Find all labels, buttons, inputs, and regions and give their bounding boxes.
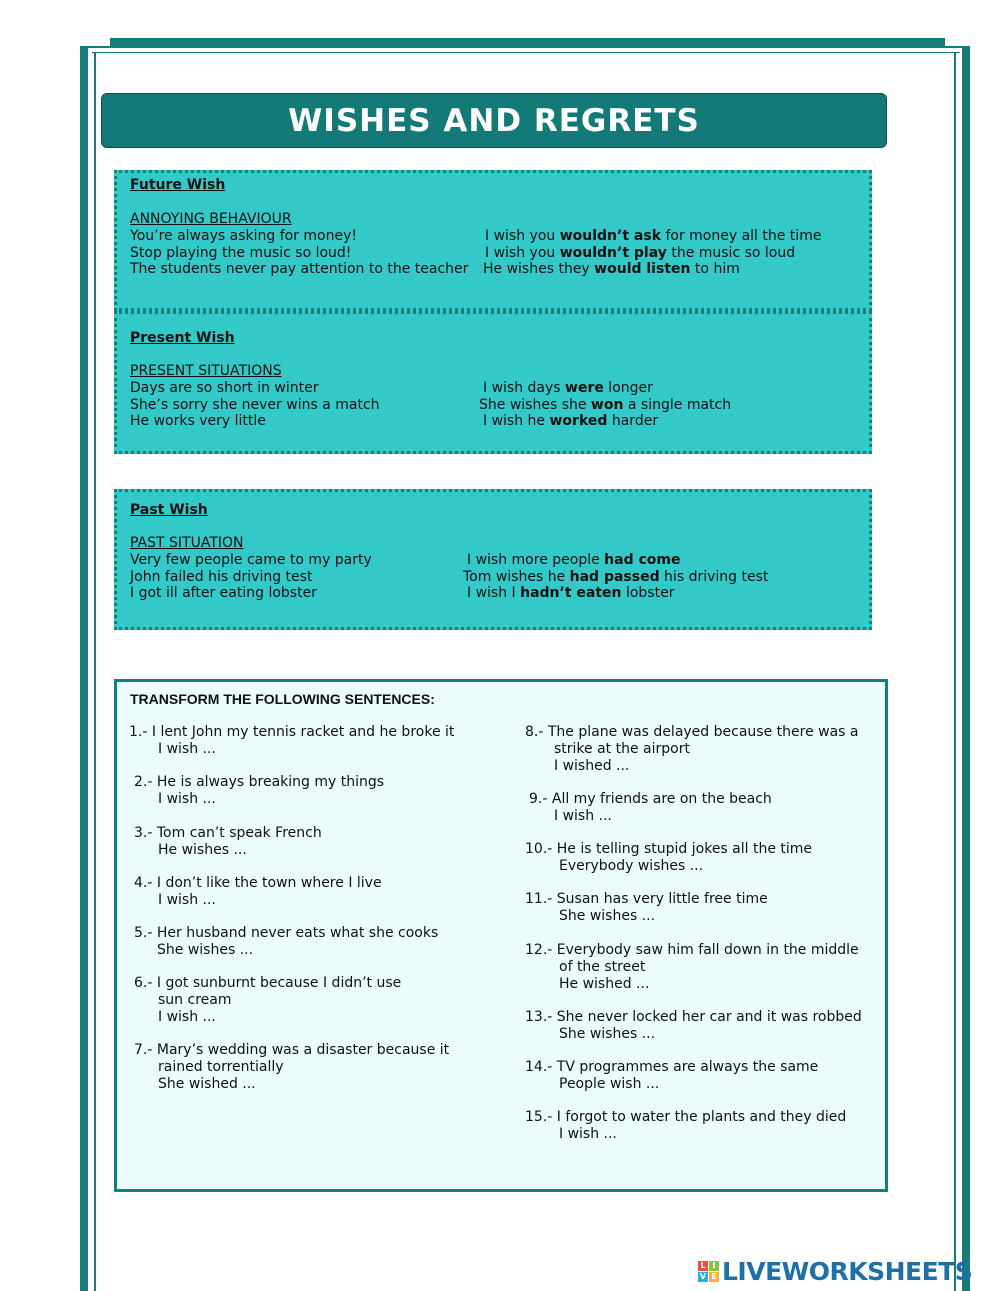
situation-text: Very few people came to my party (130, 552, 372, 568)
frame-border-right (962, 46, 970, 1291)
future-wish-subheading: ANNOYING BEHAVIOUR (130, 211, 292, 227)
situation-text: He works very little (130, 413, 266, 429)
wish-text: I wish you wouldn’t play the music so loud (485, 245, 796, 261)
situation-text: You’re always asking for money! (130, 228, 357, 244)
exercise-title: TRANSFORM THE FOLLOWING SENTENCES: (130, 691, 435, 707)
situation-text: John failed his driving test (130, 569, 313, 585)
exercise-item-6: 6.- I got sunburnt because I didn’t use sun cream I wish ... (134, 975, 402, 1025)
future-wish-box (114, 170, 872, 311)
situation-text: Days are so short in winter (130, 380, 319, 396)
logo-blocks-icon: L I V E (698, 1261, 719, 1282)
future-row (130, 261, 869, 278)
situation-text: I got ill after eating lobster (130, 585, 317, 601)
frame-border-right-inner (954, 52, 956, 1291)
exercise-item-14: 14.- TV programmes are always the same People wish ... (525, 1059, 819, 1092)
wish-text: I wish he worked harder (483, 413, 659, 429)
frame-border-left (80, 46, 88, 1291)
wish-text: I wish days were longer (483, 380, 653, 396)
page-title: WISHES AND REGRETS (288, 102, 700, 139)
wish-text: He wishes they would listen to him (483, 261, 740, 277)
present-row (130, 397, 869, 414)
future-wish-heading: Future Wish (130, 177, 226, 193)
present-row (130, 413, 869, 430)
situation-text: Stop playing the music so loud! (130, 245, 352, 261)
present-wish-box (114, 311, 872, 454)
logo-text: LIVEWORKSHEETS (722, 1256, 973, 1286)
exercise-item-4: 4.- I don’t like the town where I live I wish ... (134, 875, 382, 908)
frame-border-top (110, 38, 945, 46)
frame-border-top-inner (86, 46, 966, 48)
past-wish-heading: Past Wish (130, 502, 208, 518)
wish-text: I wish more people had come (467, 552, 681, 568)
frame-border-left-inner (94, 52, 96, 1291)
title-banner (101, 93, 887, 148)
future-row (130, 228, 869, 245)
exercise-item-2: 2.- He is always breaking my things I wish ... (134, 774, 385, 807)
exercise-item-7: 7.- Mary’s wedding was a disaster because it rained torrentially She wished ... (134, 1042, 450, 1092)
past-row (130, 585, 869, 602)
past-wish-box (114, 489, 872, 630)
exercise-item-1: 1.- I lent John my tennis racket and he broke it I wish ... (129, 724, 455, 757)
past-wish-subheading: PAST SITUATION (130, 535, 244, 551)
exercise-item-9: 9.- All my friends are on the beach I wish ... (529, 791, 772, 824)
present-wish-subheading: PRESENT SITUATIONS (130, 363, 282, 379)
past-row (130, 552, 869, 569)
exercise-item-11: 11.- Susan has very little free time She wishes ... (525, 891, 768, 924)
wish-text: I wish I hadn’t eaten lobster (467, 585, 675, 601)
exercise-item-15: 15.- I forgot to water the plants and they died I wish ... (525, 1109, 847, 1142)
wish-text: She wishes she won a single match (479, 397, 732, 413)
situation-text: She’s sorry she never wins a match (130, 397, 380, 413)
exercise-item-12: 12.- Everybody saw him fall down in the middle of the street He wished ... (525, 942, 859, 992)
present-row (130, 380, 869, 397)
exercise-item-3: 3.- Tom can’t speak French He wishes ... (134, 825, 322, 858)
liveworksheets-logo[interactable] (698, 1256, 972, 1286)
present-wish-heading: Present Wish (130, 330, 235, 346)
exercise-item-8: 8.- The plane was delayed because there was a strike at the airport I wished ... (525, 724, 859, 774)
exercise-item-13: 13.- She never locked her car and it was robbed She wishes ... (525, 1009, 862, 1042)
frame-corner (86, 46, 88, 68)
wish-text: Tom wishes he had passed his driving test (463, 569, 769, 585)
wish-text: I wish you wouldn’t ask for money all the time (485, 228, 822, 244)
exercise-box (114, 679, 888, 1192)
frame-border-top-thin (92, 52, 960, 53)
future-row (130, 245, 869, 262)
exercise-item-10: 10.- He is telling stupid jokes all the time Everybody wishes ... (525, 841, 813, 874)
past-row (130, 569, 869, 586)
exercise-item-5: 5.- Her husband never eats what she cooks She wishes ... (134, 925, 439, 958)
situation-text: The students never pay attention to the teacher (130, 261, 469, 277)
